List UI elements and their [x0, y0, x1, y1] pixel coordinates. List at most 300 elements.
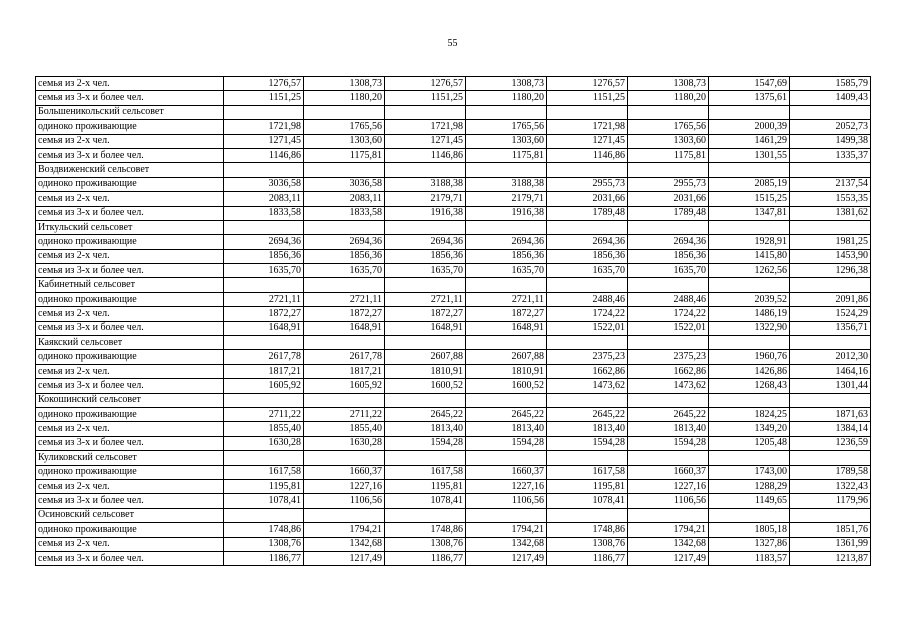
value-cell: 1308,76 — [224, 537, 304, 551]
value-cell: 1789,48 — [547, 206, 628, 220]
value-cell: 1856,36 — [628, 249, 709, 263]
empty-cell — [466, 508, 547, 522]
value-cell: 1486,19 — [709, 307, 790, 321]
value-cell: 1851,76 — [790, 523, 871, 537]
row-label: семья из 3-х и более чел. — [36, 91, 224, 105]
row-label: семья из 3-х и более чел. — [36, 321, 224, 335]
value-cell: 1635,70 — [224, 264, 304, 278]
row-label: семья из 3-х и более чел. — [36, 551, 224, 565]
value-cell: 1794,21 — [628, 523, 709, 537]
row-label: семья из 3-х и более чел. — [36, 379, 224, 393]
value-cell: 1296,38 — [790, 264, 871, 278]
empty-cell — [385, 393, 466, 407]
value-cell: 1078,41 — [224, 494, 304, 508]
value-cell: 1594,28 — [385, 436, 466, 450]
row-label: одиноко проживающие — [36, 120, 224, 134]
table-row — [36, 206, 871, 220]
value-cell: 1227,16 — [466, 479, 547, 493]
row-label: семья из 3-х и более чел. — [36, 494, 224, 508]
value-cell: 1473,62 — [547, 379, 628, 393]
table-row — [36, 422, 871, 436]
value-cell: 1817,21 — [224, 364, 304, 378]
empty-cell — [385, 220, 466, 234]
value-cell: 1146,86 — [385, 148, 466, 162]
empty-cell — [304, 220, 385, 234]
value-cell: 1630,28 — [224, 436, 304, 450]
value-cell: 1765,56 — [628, 120, 709, 134]
empty-cell — [466, 451, 547, 465]
value-cell: 1553,35 — [790, 192, 871, 206]
table-row — [36, 264, 871, 278]
row-label: семья из 3-х и более чел. — [36, 148, 224, 162]
empty-cell — [547, 451, 628, 465]
value-cell: 2488,46 — [628, 292, 709, 306]
value-cell: 1617,58 — [547, 465, 628, 479]
value-cell: 1660,37 — [628, 465, 709, 479]
value-cell: 1600,52 — [466, 379, 547, 393]
row-label: семья из 2-х чел. — [36, 77, 224, 91]
value-cell: 1151,25 — [385, 91, 466, 105]
row-label: семья из 3-х и более чел. — [36, 436, 224, 450]
empty-cell — [790, 278, 871, 292]
value-cell: 2031,66 — [628, 192, 709, 206]
table-row — [36, 379, 871, 393]
value-cell: 1384,14 — [790, 422, 871, 436]
table-row — [36, 364, 871, 378]
value-cell: 2694,36 — [224, 235, 304, 249]
value-cell: 2179,71 — [385, 192, 466, 206]
table-row — [36, 77, 871, 91]
empty-cell — [628, 508, 709, 522]
value-cell: 1635,70 — [466, 264, 547, 278]
empty-cell — [790, 508, 871, 522]
value-cell: 1872,27 — [224, 307, 304, 321]
value-cell: 1195,81 — [547, 479, 628, 493]
value-cell: 1630,28 — [304, 436, 385, 450]
value-cell: 1227,16 — [304, 479, 385, 493]
value-cell: 1794,21 — [466, 523, 547, 537]
section-title: Воздвиженский сельсовет — [36, 163, 224, 177]
value-cell: 2375,23 — [547, 350, 628, 364]
value-cell: 2694,36 — [304, 235, 385, 249]
value-cell: 1151,25 — [547, 91, 628, 105]
value-cell: 1662,86 — [628, 364, 709, 378]
empty-cell — [628, 220, 709, 234]
value-cell: 2083,11 — [224, 192, 304, 206]
empty-cell — [547, 278, 628, 292]
section-title: Иткульский сельсовет — [36, 220, 224, 234]
value-cell: 1195,81 — [385, 479, 466, 493]
value-cell: 2083,11 — [304, 192, 385, 206]
value-cell: 1522,01 — [547, 321, 628, 335]
row-label: одиноко проживающие — [36, 407, 224, 421]
value-cell: 1335,37 — [790, 148, 871, 162]
row-label: семья из 2-х чел. — [36, 192, 224, 206]
value-cell: 1635,70 — [385, 264, 466, 278]
value-cell: 3036,58 — [304, 177, 385, 191]
value-cell: 1805,18 — [709, 523, 790, 537]
value-cell: 1743,00 — [709, 465, 790, 479]
value-cell: 1817,21 — [304, 364, 385, 378]
value-cell: 2000,39 — [709, 120, 790, 134]
value-cell: 1271,45 — [385, 134, 466, 148]
section-header-row — [36, 393, 871, 407]
value-cell: 2031,66 — [547, 192, 628, 206]
empty-cell — [628, 163, 709, 177]
empty-cell — [466, 163, 547, 177]
value-cell: 1855,40 — [304, 422, 385, 436]
value-cell: 1146,86 — [224, 148, 304, 162]
value-cell: 1426,86 — [709, 364, 790, 378]
section-header-row — [36, 508, 871, 522]
empty-cell — [385, 508, 466, 522]
table-row — [36, 307, 871, 321]
section-title: Кокошинский сельсовет — [36, 393, 224, 407]
empty-cell — [709, 278, 790, 292]
row-label: одиноко проживающие — [36, 177, 224, 191]
value-cell: 1916,38 — [385, 206, 466, 220]
value-cell: 1748,86 — [547, 523, 628, 537]
value-cell: 1271,45 — [547, 134, 628, 148]
value-cell: 2645,22 — [385, 407, 466, 421]
value-cell: 1856,36 — [547, 249, 628, 263]
value-cell: 1724,22 — [547, 307, 628, 321]
value-cell: 1648,91 — [466, 321, 547, 335]
row-label: семья из 3-х и более чел. — [36, 264, 224, 278]
value-cell: 2955,73 — [628, 177, 709, 191]
value-cell: 1106,56 — [628, 494, 709, 508]
value-cell: 1301,44 — [790, 379, 871, 393]
empty-cell — [790, 451, 871, 465]
value-cell: 2721,11 — [224, 292, 304, 306]
value-cell: 1594,28 — [466, 436, 547, 450]
value-cell: 2645,22 — [628, 407, 709, 421]
value-cell: 1356,71 — [790, 321, 871, 335]
empty-cell — [790, 393, 871, 407]
value-cell: 2137,54 — [790, 177, 871, 191]
value-cell: 1856,36 — [304, 249, 385, 263]
value-cell: 1308,76 — [385, 537, 466, 551]
table-row — [36, 407, 871, 421]
empty-cell — [466, 336, 547, 350]
value-cell: 2694,36 — [547, 235, 628, 249]
value-cell: 1635,70 — [304, 264, 385, 278]
value-cell: 1662,86 — [547, 364, 628, 378]
value-cell: 1271,45 — [224, 134, 304, 148]
value-cell: 1276,57 — [385, 77, 466, 91]
value-cell: 1179,96 — [790, 494, 871, 508]
value-cell: 1342,68 — [466, 537, 547, 551]
empty-cell — [790, 220, 871, 234]
value-cell: 1078,41 — [547, 494, 628, 508]
value-cell: 1524,29 — [790, 307, 871, 321]
value-cell: 1916,38 — [466, 206, 547, 220]
empty-cell — [224, 163, 304, 177]
value-cell: 1217,49 — [304, 551, 385, 565]
value-cell: 1872,27 — [304, 307, 385, 321]
value-cell: 1303,60 — [466, 134, 547, 148]
value-cell: 1236,59 — [790, 436, 871, 450]
value-cell: 1660,37 — [466, 465, 547, 479]
value-cell: 1547,69 — [709, 77, 790, 91]
section-header-row — [36, 278, 871, 292]
empty-cell — [224, 278, 304, 292]
value-cell: 1856,36 — [466, 249, 547, 263]
value-cell: 1515,25 — [709, 192, 790, 206]
empty-cell — [385, 105, 466, 119]
value-cell: 2711,22 — [304, 407, 385, 421]
table-row — [36, 537, 871, 551]
value-cell: 1748,86 — [385, 523, 466, 537]
value-cell: 1453,90 — [790, 249, 871, 263]
empty-cell — [628, 451, 709, 465]
value-cell: 1721,98 — [224, 120, 304, 134]
section-title: Большеникольский сельсовет — [36, 105, 224, 119]
empty-cell — [628, 393, 709, 407]
value-cell: 1721,98 — [385, 120, 466, 134]
empty-cell — [385, 278, 466, 292]
table-row — [36, 177, 871, 191]
value-cell: 1180,20 — [304, 91, 385, 105]
empty-cell — [304, 451, 385, 465]
table-row — [36, 134, 871, 148]
value-cell: 2375,23 — [628, 350, 709, 364]
value-cell: 1175,81 — [304, 148, 385, 162]
value-cell: 2955,73 — [547, 177, 628, 191]
empty-cell — [709, 105, 790, 119]
value-cell: 1186,77 — [385, 551, 466, 565]
value-cell: 1813,40 — [547, 422, 628, 436]
empty-cell — [709, 336, 790, 350]
empty-cell — [547, 508, 628, 522]
section-title: Каякский сельсовет — [36, 336, 224, 350]
table-row — [36, 148, 871, 162]
empty-cell — [224, 451, 304, 465]
value-cell: 1635,70 — [547, 264, 628, 278]
empty-cell — [385, 163, 466, 177]
empty-cell — [466, 393, 547, 407]
value-cell: 1789,58 — [790, 465, 871, 479]
value-cell: 1765,56 — [466, 120, 547, 134]
empty-cell — [224, 508, 304, 522]
value-cell: 1217,49 — [628, 551, 709, 565]
value-cell: 2721,11 — [385, 292, 466, 306]
value-cell: 3188,38 — [466, 177, 547, 191]
value-cell: 1308,73 — [304, 77, 385, 91]
value-cell: 1605,92 — [224, 379, 304, 393]
value-cell: 1342,68 — [304, 537, 385, 551]
section-header-row — [36, 220, 871, 234]
empty-cell — [224, 393, 304, 407]
value-cell: 1617,58 — [224, 465, 304, 479]
value-cell: 1276,57 — [224, 77, 304, 91]
value-cell: 1381,62 — [790, 206, 871, 220]
empty-cell — [628, 278, 709, 292]
empty-cell — [790, 105, 871, 119]
value-cell: 1522,01 — [628, 321, 709, 335]
empty-cell — [304, 163, 385, 177]
value-cell: 1473,62 — [628, 379, 709, 393]
value-cell: 1464,16 — [790, 364, 871, 378]
value-cell: 1461,29 — [709, 134, 790, 148]
row-label: семья из 2-х чел. — [36, 307, 224, 321]
value-cell: 2085,19 — [709, 177, 790, 191]
section-header-row — [36, 105, 871, 119]
value-cell: 2694,36 — [628, 235, 709, 249]
value-cell: 1106,56 — [304, 494, 385, 508]
value-cell: 1415,80 — [709, 249, 790, 263]
value-cell: 1361,99 — [790, 537, 871, 551]
empty-cell — [466, 105, 547, 119]
value-cell: 1585,79 — [790, 77, 871, 91]
row-label: семья из 3-х и более чел. — [36, 206, 224, 220]
empty-cell — [466, 278, 547, 292]
section-header-row — [36, 451, 871, 465]
value-cell: 1871,63 — [790, 407, 871, 421]
value-cell: 1648,91 — [304, 321, 385, 335]
value-cell: 1594,28 — [547, 436, 628, 450]
value-cell: 2179,71 — [466, 192, 547, 206]
value-cell: 1960,76 — [709, 350, 790, 364]
value-cell: 1660,37 — [304, 465, 385, 479]
table-row — [36, 91, 871, 105]
value-cell: 1342,68 — [628, 537, 709, 551]
table-row — [36, 523, 871, 537]
section-title: Кабинетный сельсовет — [36, 278, 224, 292]
value-cell: 1227,16 — [628, 479, 709, 493]
empty-cell — [709, 393, 790, 407]
table-row — [36, 292, 871, 306]
row-label: одиноко проживающие — [36, 292, 224, 306]
table-row — [36, 551, 871, 565]
value-cell: 1205,48 — [709, 436, 790, 450]
value-cell: 2052,73 — [790, 120, 871, 134]
value-cell: 1617,58 — [385, 465, 466, 479]
value-cell: 2488,46 — [547, 292, 628, 306]
value-cell: 1146,86 — [547, 148, 628, 162]
row-label: семья из 2-х чел. — [36, 537, 224, 551]
value-cell: 1303,60 — [304, 134, 385, 148]
value-cell: 2694,36 — [466, 235, 547, 249]
value-cell: 2711,22 — [224, 407, 304, 421]
table-row — [36, 494, 871, 508]
value-cell: 1213,87 — [790, 551, 871, 565]
table-row — [36, 192, 871, 206]
section-title: Осиновский сельсовет — [36, 508, 224, 522]
value-cell: 1078,41 — [385, 494, 466, 508]
empty-cell — [547, 336, 628, 350]
row-label: одиноко проживающие — [36, 350, 224, 364]
value-cell: 1813,40 — [466, 422, 547, 436]
row-label: семья из 2-х чел. — [36, 422, 224, 436]
value-cell: 1765,56 — [304, 120, 385, 134]
empty-cell — [304, 508, 385, 522]
value-cell: 2617,78 — [304, 350, 385, 364]
value-cell: 1217,49 — [466, 551, 547, 565]
value-cell: 1855,40 — [224, 422, 304, 436]
value-cell: 1724,22 — [628, 307, 709, 321]
row-label: семья из 2-х чел. — [36, 134, 224, 148]
value-cell: 2091,86 — [790, 292, 871, 306]
value-cell: 2645,22 — [547, 407, 628, 421]
value-cell: 1594,28 — [628, 436, 709, 450]
section-header-row — [36, 336, 871, 350]
table-row — [36, 249, 871, 263]
empty-cell — [709, 220, 790, 234]
value-cell: 1794,21 — [304, 523, 385, 537]
value-cell: 1872,27 — [466, 307, 547, 321]
empty-cell — [547, 105, 628, 119]
empty-cell — [790, 163, 871, 177]
value-cell: 1288,29 — [709, 479, 790, 493]
value-cell: 2012,30 — [790, 350, 871, 364]
value-cell: 2645,22 — [466, 407, 547, 421]
value-cell: 1789,48 — [628, 206, 709, 220]
value-cell: 1981,25 — [790, 235, 871, 249]
value-cell: 3036,58 — [224, 177, 304, 191]
row-label: одиноко проживающие — [36, 523, 224, 537]
row-label: семья из 2-х чел. — [36, 479, 224, 493]
value-cell: 2607,88 — [466, 350, 547, 364]
value-cell: 1180,20 — [628, 91, 709, 105]
table-row — [36, 479, 871, 493]
value-cell: 1175,81 — [466, 148, 547, 162]
value-cell: 1301,55 — [709, 148, 790, 162]
value-cell: 1810,91 — [385, 364, 466, 378]
value-cell: 1262,56 — [709, 264, 790, 278]
value-cell: 1322,43 — [790, 479, 871, 493]
empty-cell — [709, 451, 790, 465]
empty-cell — [628, 336, 709, 350]
empty-cell — [304, 278, 385, 292]
value-cell: 1276,57 — [547, 77, 628, 91]
value-cell: 1308,73 — [466, 77, 547, 91]
row-label: одиноко проживающие — [36, 465, 224, 479]
value-cell: 1175,81 — [628, 148, 709, 162]
value-cell: 1824,25 — [709, 407, 790, 421]
value-cell: 1813,40 — [385, 422, 466, 436]
empty-cell — [709, 163, 790, 177]
table-row — [36, 321, 871, 335]
value-cell: 1322,90 — [709, 321, 790, 335]
empty-cell — [547, 163, 628, 177]
empty-cell — [224, 336, 304, 350]
value-cell: 1303,60 — [628, 134, 709, 148]
value-cell: 1308,76 — [547, 537, 628, 551]
value-cell: 1106,56 — [466, 494, 547, 508]
value-cell: 1648,91 — [385, 321, 466, 335]
value-cell: 1186,77 — [224, 551, 304, 565]
value-cell: 1349,20 — [709, 422, 790, 436]
value-cell: 1409,43 — [790, 91, 871, 105]
value-cell: 1149,65 — [709, 494, 790, 508]
value-cell: 1810,91 — [466, 364, 547, 378]
value-cell: 1499,38 — [790, 134, 871, 148]
value-cell: 1872,27 — [385, 307, 466, 321]
value-cell: 3188,38 — [385, 177, 466, 191]
value-cell: 1308,73 — [628, 77, 709, 91]
value-cell: 1268,43 — [709, 379, 790, 393]
value-cell: 1151,25 — [224, 91, 304, 105]
empty-cell — [628, 105, 709, 119]
value-cell: 1856,36 — [224, 249, 304, 263]
section-title: Куликовский сельсовет — [36, 451, 224, 465]
empty-cell — [304, 105, 385, 119]
section-header-row — [36, 163, 871, 177]
value-cell: 1635,70 — [628, 264, 709, 278]
empty-cell — [547, 220, 628, 234]
tariff-table — [35, 76, 871, 566]
